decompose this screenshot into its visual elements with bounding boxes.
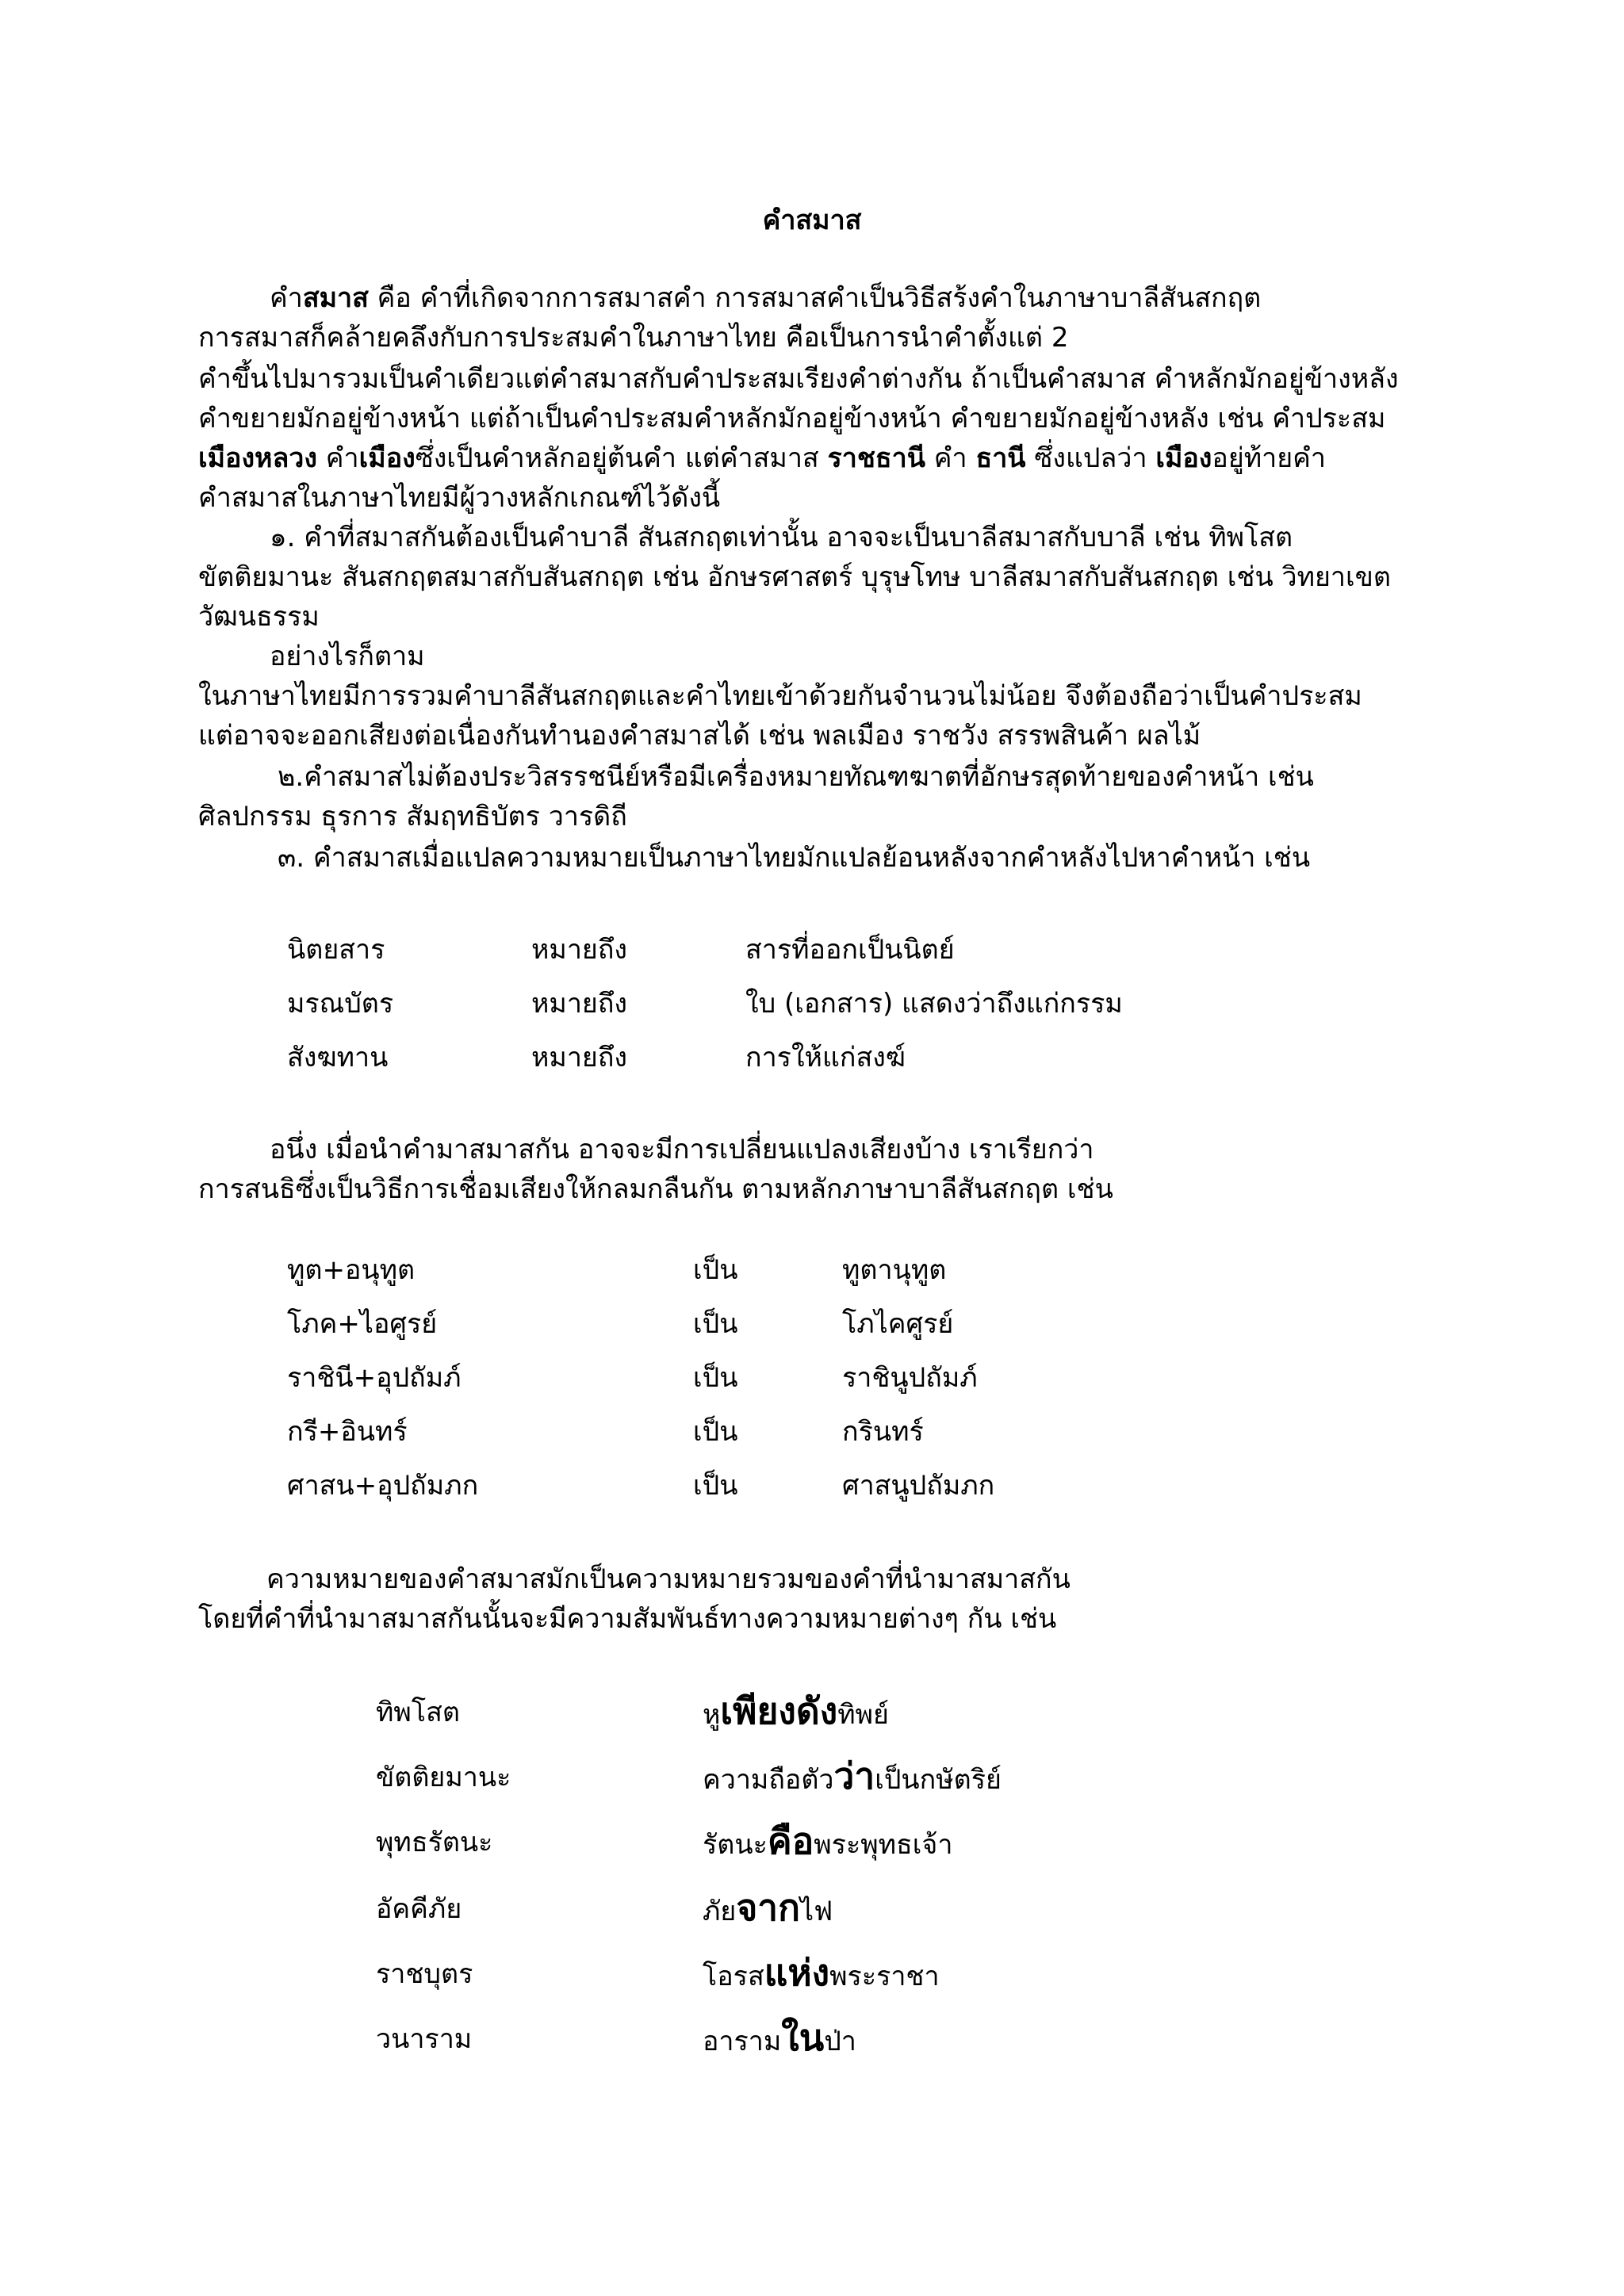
- relation-intro-line-1: ความหมายของคำสมาสมักเป็นความหมายรวมของคำที่นำมาสมาสกัน: [266, 1563, 1071, 1595]
- sandhi-intro-line-1: อนึ่ง เมื่อนำคำมาสมาสกัน อาจจะมีการเปลี่ยนแปลงเสียงบ้าง เราเรียกว่า: [270, 1134, 1094, 1165]
- relation-word: ขัตติยมานะ: [376, 1762, 511, 1793]
- meaning-rel: หมายถึง: [531, 1042, 628, 1073]
- rule1-line-6: แต่อาจจะออกเสียงต่อเนื่องกันทำนองคำสมาสได้ เช่น พลเมือง ราชวัง สรรพสินค้า ผลไม้: [198, 720, 1201, 752]
- sandhi-intro-line-2: การสนธิซึ่งเป็นวิธีการเชื่อมเสียงให้กลมกลืนกัน ตามหลักภาษาบาลีสันสกฤต เช่น: [198, 1173, 1113, 1205]
- intro-line-4: คำขยายมักอยู่ข้างหน้า แต่ถ้าเป็นคำประสมคำหลักมักอยู่ข้างหน้า คำขยายมักอยู่ข้างหลัง เช่น คำประสม: [198, 403, 1386, 434]
- relation-meaning: ความถือตัวว่าเป็นกษัตริย์: [703, 1755, 1002, 1797]
- sandhi-rel: เป็น: [693, 1362, 738, 1394]
- relation-word: วนาราม: [376, 2023, 473, 2055]
- intro-line-6: คำสมาสในภาษาไทยมีผู้วางหลักเกณฑ์ไว้ดังนี้: [198, 482, 721, 514]
- relation-word: ทิพโสต: [376, 1697, 460, 1728]
- relation-meaning: โอรสแห่งพระราชา: [703, 1951, 940, 1994]
- rule2-line-2: ศิลปกรรม ธุรการ สัมฤทธิบัตร วารดิถี: [198, 801, 627, 832]
- sandhi-result: กรินทร์: [842, 1416, 924, 1448]
- sandhi-parts: ทูต+อนุทูต: [287, 1254, 416, 1286]
- relation-meaning: อารามในป่า: [703, 2016, 856, 2059]
- relation-word: อัคคีภัย: [376, 1893, 462, 1925]
- sandhi-result: โภไคศูรย์: [842, 1308, 954, 1340]
- rule1-line-5: ในภาษาไทยมีการรวมคำบาลีสันสกฤตและคำไทยเข้าด้วยกันจำนวนไม่น้อย จึงต้องถือว่าเป็นคำประสม: [198, 680, 1362, 712]
- rule1-line-4: อย่างไรก็ตาม: [270, 641, 425, 672]
- sandhi-parts: กรี+อินทร์: [287, 1416, 408, 1448]
- intro-line-1: คำสมาส คือ คำที่เกิดจากการสมาสคำ การสมาสคำเป็นวิธีสร้งคำในภาษาบาลีสันสกฤต: [270, 282, 1262, 314]
- sandhi-parts: ศาสน+อุปถัมภก: [287, 1470, 479, 1502]
- meaning-rel: หมายถึง: [531, 988, 628, 1020]
- rule3-line-1: ๓. คำสมาสเมื่อแปลความหมายเป็นภาษาไทยมักแปลย้อนหลังจากคำหลังไปหาคำหน้า เช่น: [278, 842, 1311, 874]
- page-title: คำสมาส: [762, 205, 862, 236]
- relation-word: ราชบุตร: [376, 1958, 473, 1990]
- relation-meaning: ภัยจากไฟ: [703, 1886, 833, 1929]
- relation-intro-line-2: โดยที่คำที่นำมาสมาสกันนั้นจะมีความสัมพันธ์ทางความหมายต่างๆ กัน เช่น: [198, 1603, 1057, 1635]
- intro-line-5: เมืองหลวง คำเมืองซึ่งเป็นคำหลักอยู่ต้นคำ แต่คำสมาส ราชธานี คำ ธานี ซึ่งแปลว่า เมืองอยู่ท้ายคำ: [198, 442, 1327, 474]
- sandhi-rel: เป็น: [693, 1470, 738, 1502]
- relation-meaning: รัตนะคือพระพุทธเจ้า: [703, 1820, 953, 1862]
- sandhi-result: ราชินูปถัมภ์: [842, 1362, 978, 1394]
- rule1-line-2: ขัตติยมานะ สันสกฤตสมาสกับสันสกฤต เช่น อักษรศาสตร์ บุรุษโทษ บาลีสมาสกับสันสกฤต เช่น วิทยาเขต: [198, 561, 1391, 593]
- meaning-text: ใบ (เอกสาร) แสดงว่าถึงแก่กรรม: [745, 988, 1123, 1020]
- sandhi-rel: เป็น: [693, 1254, 738, 1286]
- sandhi-parts: ราชินี+อุปถัมภ์: [287, 1362, 462, 1394]
- meaning-text: สารที่ออกเป็นนิตย์: [745, 934, 955, 966]
- rule1-line-3: วัฒนธรรม: [198, 601, 320, 633]
- sandhi-rel: เป็น: [693, 1416, 738, 1448]
- rule2-line-1: ๒.คำสมาสไม่ต้องประวิสรรชนีย์หรือมีเครื่องหมายทัณฑฆาตที่อักษรสุดท้ายของคำหน้า เช่น: [278, 761, 1314, 793]
- intro-line-2: การสมาสก็คล้ายคลึงกับการประสมคำในภาษาไทย คือเป็นการนำคำตั้งแต่ 2: [198, 322, 1069, 354]
- rule1-line-1: ๑. คำที่สมาสกันต้องเป็นคำบาลี สันสกฤตเท่านั้น อาจจะเป็นบาลีสมาสกับบาลี เช่น ทิพโสต: [270, 522, 1293, 553]
- sandhi-result: ทูตานุทูต: [842, 1254, 947, 1286]
- relation-word: พุทธรัตนะ: [376, 1827, 493, 1858]
- meaning-word: สังฆทาน: [287, 1042, 389, 1073]
- sandhi-parts: โภค+ไอศูรย์: [287, 1308, 438, 1340]
- relation-meaning: หูเพียงดังทิพย์: [703, 1689, 889, 1732]
- meaning-word: มรณบัตร: [287, 988, 394, 1020]
- meaning-text: การให้แก่สงฆ์: [745, 1042, 906, 1073]
- sandhi-result: ศาสนูปถัมภก: [842, 1470, 995, 1502]
- meaning-word: นิตยสาร: [287, 934, 385, 966]
- sandhi-rel: เป็น: [693, 1308, 738, 1340]
- intro-line-3: คำขึ้นไปมารวมเป็นคำเดียวแต่คำสมาสกับคำประสมเรียงคำต่างกัน ถ้าเป็นคำสมาส คำหลักมักอยู่ข้างหลัง: [198, 363, 1399, 395]
- meaning-rel: หมายถึง: [531, 934, 628, 966]
